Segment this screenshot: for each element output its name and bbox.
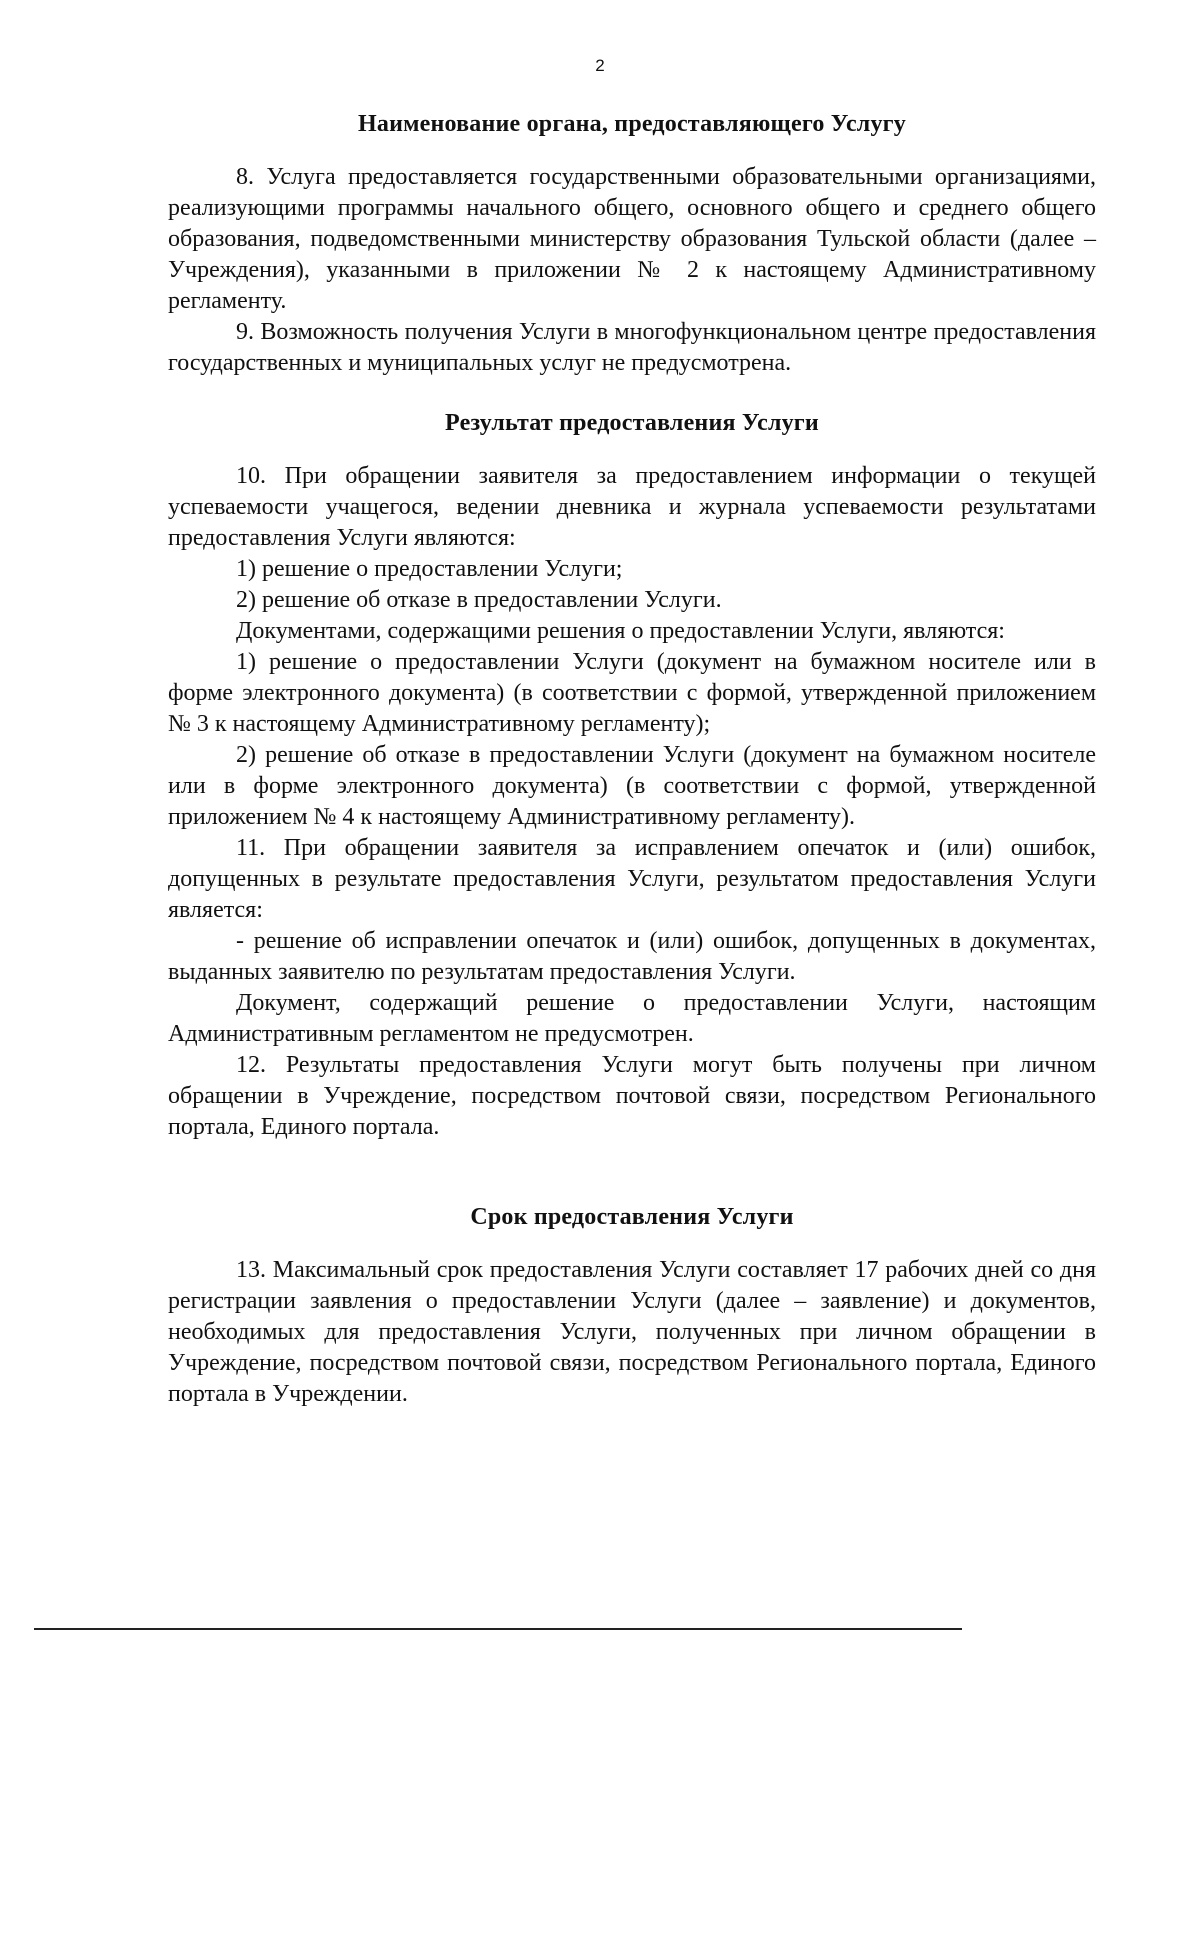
document-body	[168, 108, 1096, 1410]
list-item-document-refusal: 2) решение об отказе в предоставлении Услуги (документ на бумажном носителе или в форме электронного документа) (в соответствии с формой, утвержденной приложением № 4 к настоящему Административному регламенту).	[168, 742, 1096, 830]
paragraph-documents-intro: Документами, содержащими решения о предоставлении Услуги, являются:	[236, 618, 1005, 644]
section-title-result: Результат предоставления Услуги	[445, 410, 819, 436]
paragraph-11: 11. При обращении заявителя за исправлением опечаток и (или) ошибок, допущенных в результате предоставления Услуги, результатом предоставления Услуги является:	[168, 835, 1096, 923]
paragraph-9: 9. Возможность получения Услуги в многофункциональном центре предоставления государственных и муниципальных услуг не предусмотрена.	[168, 319, 1096, 376]
paragraph-13: 13. Максимальный срок предоставления Услуги составляет 17 рабочих дней со дня регистрации заявления о предоставлении Услуги (далее – заявление) и документов, необходимых для предоставления Услуги, полученных при личном обращении в Учреждение, посредством почтовой связи, посредством Регионального портала, Единого портала в Учреждении.	[168, 1257, 1096, 1407]
section-title-deadline: Срок предоставления Услуги	[470, 1204, 794, 1230]
paragraph-12: 12. Результаты предоставления Услуги могут быть получены при личном обращении в Учреждение, посредством почтовой связи, посредством Регионального портала, Единого портала.	[168, 1052, 1096, 1140]
paragraph-document-not-provided: Документ, содержащий решение о предоставлении Услуги, настоящим Административным регламентом не предусмотрен.	[168, 990, 1096, 1047]
page-number: 2	[595, 56, 605, 75]
paragraph-10: 10. При обращении заявителя за предоставлением информации о текущей успеваемости учащегося, ведении дневника и журнала успеваемости результатами предоставления Услуги являются:	[168, 463, 1096, 551]
section-title-authority: Наименование органа, предоставляющего Услугу	[358, 111, 906, 137]
paragraph-8: 8. Услуга предоставляется государственными образовательными организациями, реализующими программы начального общего, основного общего и среднего общего образования, подведомственными министерству образования Тульской области (далее – Учреждения), указанными в приложении № 2 к настоящему Административному регламенту.	[168, 164, 1096, 314]
list-item-decision-refusal: 2) решение об отказе в предоставлении Услуги.	[236, 587, 722, 613]
list-item-correction-decision: - решение об исправлении опечаток и (или) ошибок, допущенных в документах, выданных заявителю по результатам предоставления Услуги.	[168, 928, 1096, 985]
list-item-document-grant: 1) решение о предоставлении Услуги (документ на бумажном носителе или в форме электронного документа) (в соответствии с формой, утвержденной приложением № 3 к настоящему Административному регламенту);	[168, 649, 1096, 737]
separator-line	[34, 1628, 962, 1630]
list-item-decision-grant: 1) решение о предоставлении Услуги;	[236, 556, 623, 582]
